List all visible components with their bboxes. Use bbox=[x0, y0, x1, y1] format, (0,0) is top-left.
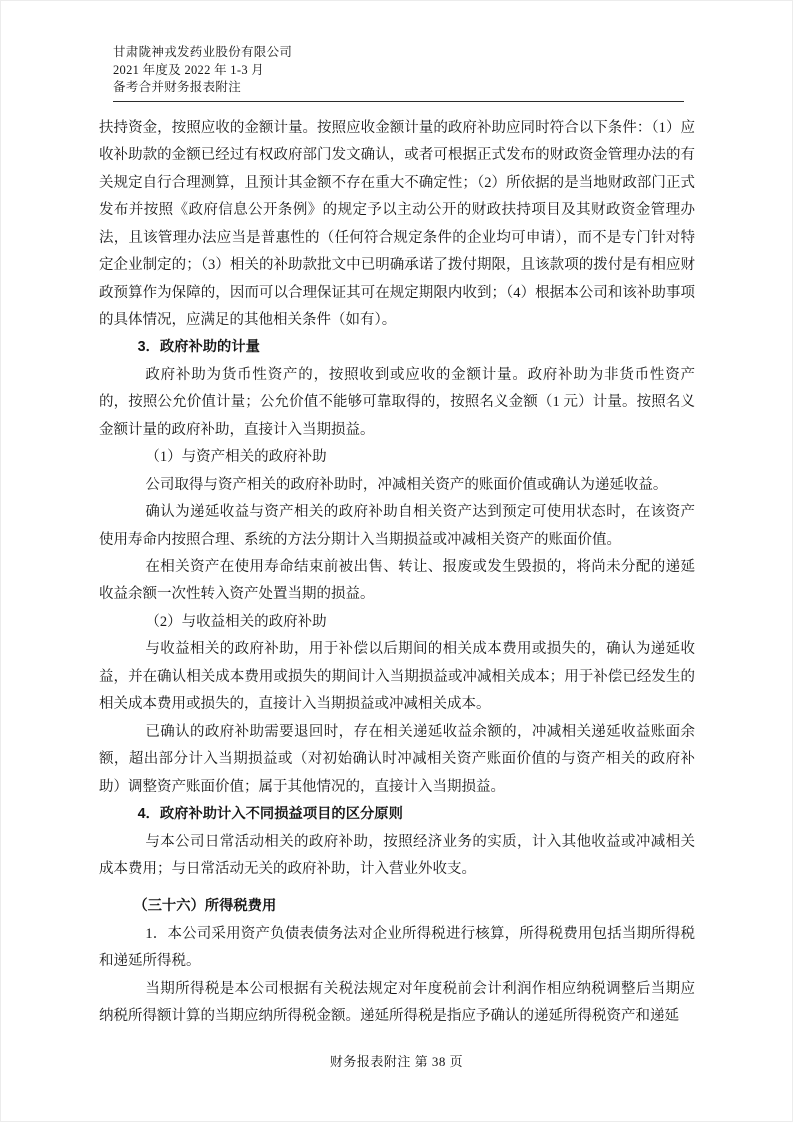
paragraph-subsidy-refund: 已确认的政府补助需要退回时，存在相关递延收益余额的，冲减相关递延收益账面余额，超出部分计入当期损益或（对初始确认时冲减相关资产账面价值的与资产相关的政府补助）调整资产账面价值；属于其他情况的，直接计入当期损益。 bbox=[99, 723, 695, 795]
document-header bbox=[113, 44, 695, 97]
paragraph-current-tax: 当期所得税是本公司根据有关税法规定对年度税前会计利润作相应纳税调整后当期应纳税所得额计算的当期应纳所得税金额。递延所得税是指应予确认的递延所得税资产和递延 bbox=[99, 980, 695, 1025]
paragraph-tax-method: 1．本公司采用资产负债表债务法对企业所得税进行核算，所得税费用包括当期所得税和递延所得税。 bbox=[99, 925, 695, 970]
page-footer bbox=[0, 1051, 793, 1070]
header-divider bbox=[113, 101, 684, 102]
paragraph-income-recognition: 与收益相关的政府补助，用于补偿以后期间的相关成本费用或损失的，确认为递延收益，并在确认相关成本费用或损失的期间计入当期损益或冲减相关成本；用于补偿已经发生的相关成本费用或损失的，直接计入当期损益或冲减相关成本。 bbox=[99, 641, 695, 713]
subheading-asset-related: （1）与资产相关的政府补助 bbox=[145, 449, 327, 466]
report-period: 2021 年度及 2022 年 1-3 月 bbox=[113, 62, 265, 77]
document-body bbox=[99, 115, 695, 1031]
paragraph-subsidy-conditions: 扶持资金，按照应收的金额计量。按照应收金额计量的政府补助应同时符合以下条件：（1）应收补助款的金额已经过有权政府部门发文确认，或者可根据正式发布的财政资金管理办法的有关规定自行合理测算，且预计其金额不存在重大不确定性；（2）所依据的是当地财政部门正式发布并按照《政府信息公开条例》的规定予以主动公开的财政扶持项目及其财政资金管理办法，且该管理办法应当是普惠性的（任何符合规定条件的企业均可申请），而不是专门针对特定企业制定的；（3）相关的补助款批文中已明确承诺了拨付期限，且该款项的拨付是有相应财政预算作为保障的，因而可以合理保证其可在规定期限内收到；（4）根据本公司和该补助事项的具体情况，应满足的其他相关条件（如有）。 bbox=[99, 119, 695, 328]
paragraph-asset-disposal: 在相关资产在使用寿命结束前被出售、转让、报废或发生毁损的，将尚未分配的递延收益余额一次性转入资产处置当期的损益。 bbox=[99, 559, 695, 603]
heading-subsidy-measurement: 3．政府补助的计量 bbox=[137, 339, 260, 356]
paragraph-measurement-basis: 政府补助为货币性资产的，按照收到或应收的金额计量。政府补助为非货币性资产的，按照公允价值计量；公允价值不能够可靠取得的，按照名义金额（1 元）计量。按照名义金额计量的政府补助，直接计入当期损益。 bbox=[99, 366, 695, 438]
heading-income-tax-expense: （三十六）所得税费用 bbox=[133, 898, 277, 915]
heading-profit-loss-distinction: 4．政府补助计入不同损益项目的区分原则 bbox=[137, 806, 403, 823]
document-title: 备考合并财务报表附注 bbox=[113, 80, 242, 95]
company-name: 甘肃陇神戎发药业股份有限公司 bbox=[113, 45, 293, 59]
paragraph-daily-activities: 与本公司日常活动相关的政府补助，按照经济业务的实质，计入其他收益或冲减相关成本费用；与日常活动无关的政府补助，计入营业外收支。 bbox=[99, 833, 695, 878]
footer-page-number: 财务报表附注 第 38 页 bbox=[329, 1054, 464, 1069]
paragraph-deferred-income: 确认为递延收益与资产相关的政府补助自相关资产达到预定可使用状态时，在该资产使用寿命内按照合理、系统的方法分期计入当期损益或冲减相关资产的账面价值。 bbox=[99, 504, 695, 548]
subheading-income-related: （2）与收益相关的政府补助 bbox=[145, 613, 327, 630]
paragraph-asset-recognition: 公司取得与资产相关的政府补助时，冲减相关资产的账面价值或确认为递延收益。 bbox=[145, 476, 668, 493]
